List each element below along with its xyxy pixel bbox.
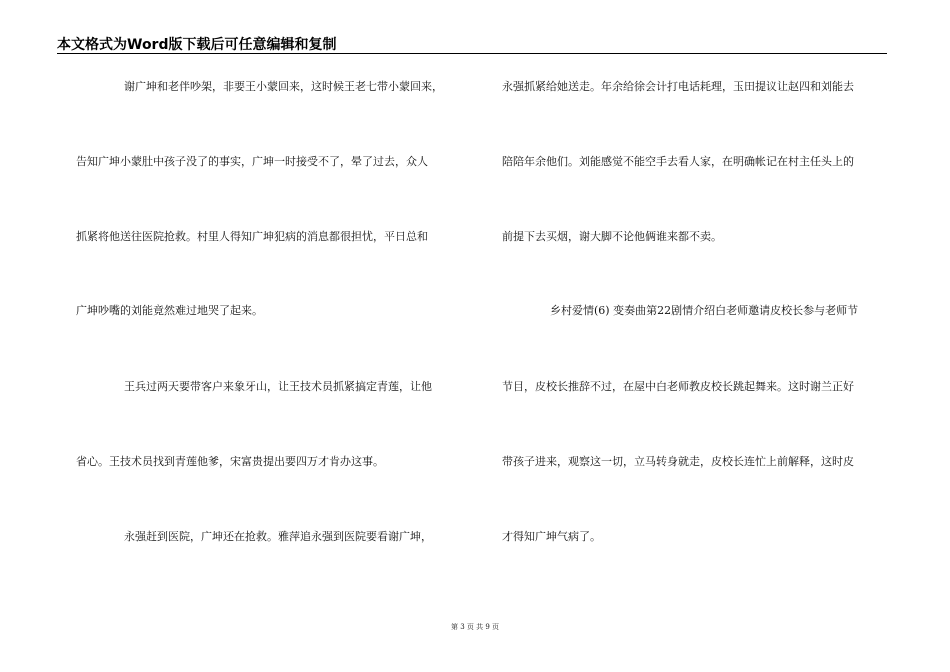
left-paragraph-line: 谢广坤和老伴吵架，非要王小蒙回来，这时候王老七带小蒙回来， (124, 80, 443, 93)
right-paragraph-line: 陪陪年余他们。刘能感觉不能空手去看人家，在明确帐记在村主任头上的 (502, 155, 854, 168)
right-paragraph-line: 永强抓紧给她送走。年余给徐会计打电话耗理，玉田提议让赵四和刘能去 (502, 80, 854, 93)
right-paragraph-line: 才得知广坤气病了。 (502, 530, 601, 543)
left-paragraph-line: 抓紧将他送往医院抢救。村里人得知广坤犯病的消息都很担忧，平日总和 (76, 230, 428, 243)
right-paragraph-line: 乡村爱情(6) 变奏曲第22剧情介绍白老师邀请皮校长参与老师节 (550, 304, 859, 317)
header-divider (57, 53, 887, 54)
page-number: 第 3 页 共 9 页 (450, 623, 500, 631)
right-paragraph-line: 带孩子进来，观察这一切，立马转身就走，皮校长连忙上前解释，这时皮 (502, 455, 854, 468)
right-paragraph-line: 节目，皮校长推辞不过，在屋中白老师教皮校长跳起舞来。这时谢兰正好 (502, 380, 854, 393)
document-header-title: 本文格式为Word版下载后可任意编辑和复制 (57, 37, 337, 53)
left-paragraph-line: 王兵过两天要带客户来象牙山，让王技术员抓紧搞定青莲，让他 (124, 380, 432, 393)
right-paragraph-line: 前提下去买烟，谢大脚不论他俩谁来都不卖。 (502, 230, 722, 243)
left-paragraph-line: 省心。王技术员找到青莲他爹，宋富贵提出要四万才肯办这事。 (76, 455, 384, 468)
left-paragraph-line: 告知广坤小蒙肚中孩子没了的事实，广坤一时接受不了，晕了过去，众人 (76, 155, 428, 168)
left-paragraph-line: 永强赶到医院，广坤还在抢救。雅萍追永强到医院要看谢广坤， (124, 530, 432, 543)
left-paragraph-line: 广坤吵嘴的刘能竟然难过地哭了起来。 (76, 304, 263, 317)
